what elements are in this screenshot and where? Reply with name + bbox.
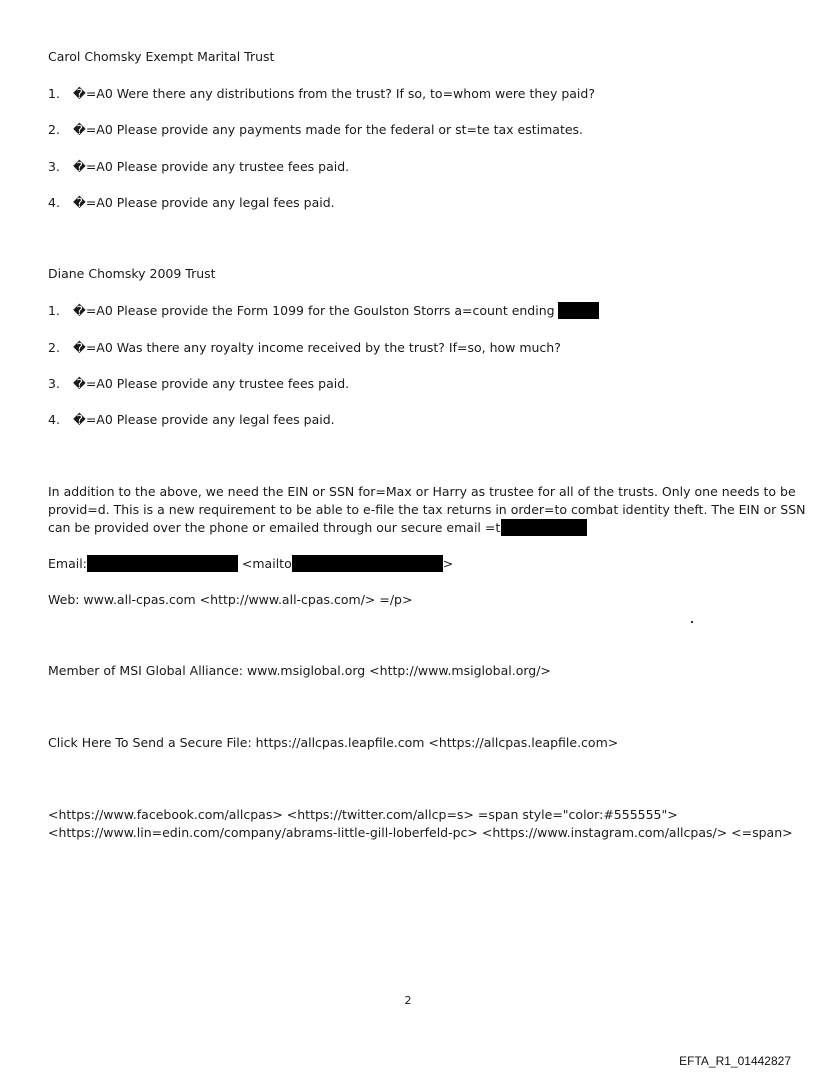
list-item-number: 1. [48,86,60,101]
redaction-box [292,555,443,572]
list-item [48,375,349,393]
list-item [48,411,335,429]
list-item [48,121,583,139]
list-item [48,302,599,320]
section-title-diane-trust: Diane Chomsky 2009 Trust [48,266,216,281]
list-item [48,194,335,212]
list-item-text: �=A0 Were there any distributions from the trust? If so, to=whom were they paid? [73,86,595,101]
secure-file-line: Click Here To Send a Secure File: https://allcpas.leapfile.com <https://allcpas.leapfile.com> [48,735,619,750]
social-links-line: <https://www.lin=edin.com/company/abrams-little-gill-loberfeld-pc> <https://www.instagram.com/allcpas/> <=span> [48,825,793,840]
list-item-text: �=A0 Please provide any trustee fees paid. [73,376,350,391]
page-number: 2 [404,994,412,1007]
paragraph-line-text: can be provided over the phone or emailed through our secure email =t [48,520,501,535]
member-line: Member of MSI Global Alliance: www.msiglobal.org <http://www.msiglobal.org/> [48,663,551,678]
email-label: Email: [48,556,87,571]
list-item-text: �=A0 Please provide any payments made for the federal or st=te tax estimates. [73,122,584,137]
list-item-text: �=A0 Please provide any trustee fees paid. [73,159,350,174]
stray-dot [691,621,693,623]
redaction-box [558,302,599,319]
list-item-number: 4. [48,412,60,427]
email-line [48,555,453,573]
list-item-number: 2. [48,122,60,137]
list-item-text: �=A0 Please provide the Form 1099 for the Goulston Storrs a=count ending [73,303,555,318]
bates-number: EFTA_R1_01442827 [679,1054,791,1068]
social-links-line: <https://www.facebook.com/allcpas> <https://twitter.com/allcp=s> =span style="color:#555555"> [48,807,678,822]
list-item-number: 4. [48,195,60,210]
list-item [48,339,561,357]
paragraph-line: provid=d. This is a new requirement to be able to e-file the tax returns in order=to combat identity theft. The EIN or SSN [48,502,806,517]
email-mailto: <mailto [241,556,292,571]
web-line: Web: www.all-cpas.com <http://www.all-cpas.com/> =/p> [48,592,413,607]
list-item [48,85,595,103]
list-item [48,158,349,176]
list-item-text: �=A0 Please provide any legal fees paid. [73,412,335,427]
redaction-box [501,519,587,536]
list-item-text: �=A0 Was there any royalty income received by the trust? If=so, how much? [73,340,561,355]
paragraph-line [48,519,587,537]
redaction-box [87,555,238,572]
list-item-number: 3. [48,159,60,174]
email-close: > [442,556,454,571]
section-title-carol-trust: Carol Chomsky Exempt Marital Trust [48,49,275,64]
list-item-text: �=A0 Please provide any legal fees paid. [73,195,335,210]
list-item-number: 3. [48,376,60,391]
list-item-number: 1. [48,303,60,318]
list-item-number: 2. [48,340,60,355]
paragraph-line: In addition to the above, we need the EIN or SSN for=Max or Harry as trustee for all of the trusts. Only one needs to be [48,484,796,499]
